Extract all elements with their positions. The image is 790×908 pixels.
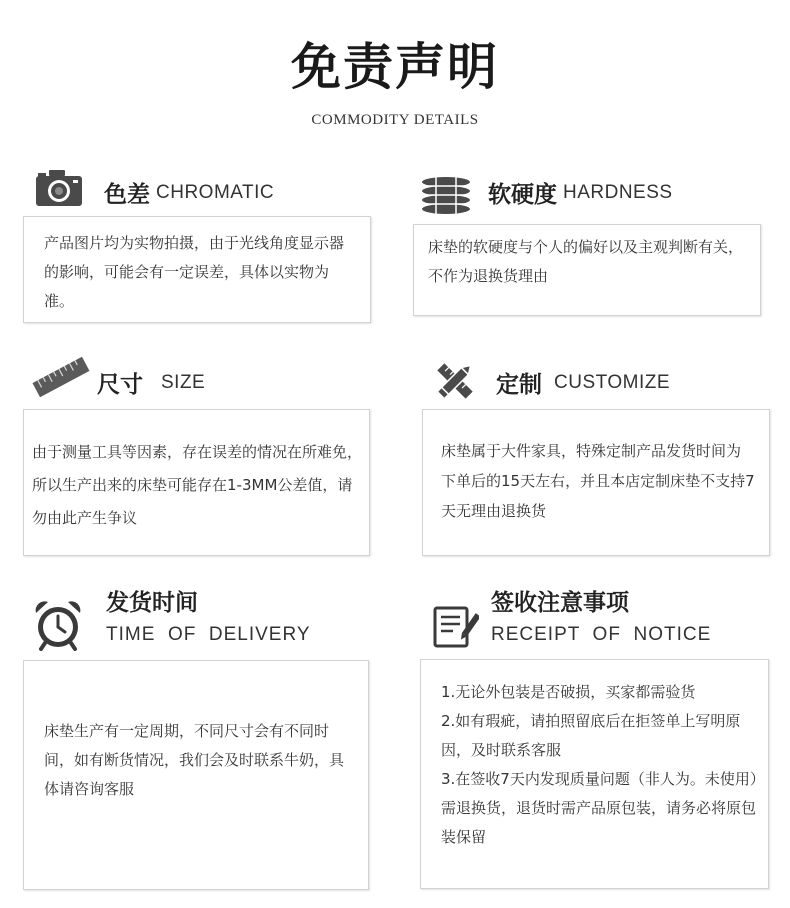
chromatic-title (104, 176, 274, 209)
customize-text: 床垫属于大件家具，特殊定制产品发货时间为下单后的15天左右，并且本店定制床垫不支持7天无理由退换货 (441, 442, 755, 520)
delivery-title-zh: 发货时间 (106, 590, 198, 616)
customize-title-zh: 定制 (496, 372, 542, 398)
hardness-title-zh: 软硬度 (488, 182, 557, 208)
receipt-item-2: 2.如有瑕疵，请拍照留底后在拒签单上写明原因，及时联系客服 (441, 712, 741, 759)
ruler-icon (32, 354, 90, 400)
chromatic-title-en: CHROMATIC (156, 181, 275, 203)
hardness-box (413, 224, 761, 316)
hardness-title (488, 176, 673, 209)
receipt-item-3: 3.在签收7天内发现质量问题（非人为。未使用）需退换货，退货时需产品原包装，请务必将原包装保留 (441, 770, 758, 846)
receipt-title-zh: 签收注意事项 (491, 590, 629, 616)
size-title-en: SIZE (161, 371, 206, 393)
receipt-box (420, 659, 769, 889)
size-title (97, 366, 205, 399)
chromatic-title-zh: 色差 (104, 182, 150, 208)
size-title-zh: 尺寸 (97, 372, 143, 398)
receipt-title (491, 588, 711, 650)
chromatic-text: 产品图片均为实物拍摄，由于光线角度显示器的影响，可能会有一定误差，具体以实物为准。 (44, 234, 345, 310)
chromatic-box (23, 216, 371, 323)
customize-box (422, 409, 770, 556)
page-title: 免责声明 (291, 38, 499, 96)
delivery-text: 床垫生产有一定周期，不同尺寸会有不同时间，如有断货情况，我们会及时联系牛奶，具体请咨询客服 (44, 722, 345, 798)
page-subtitle: COMMODITY DETAILS (311, 112, 479, 128)
size-text: 由于测量工具等因素，存在误差的情况在所难免，所以生产出来的床垫可能存在1-3MM公差值，请勿由此产生争议 (32, 443, 363, 527)
delivery-title-en: TIME OF DELIVERY (106, 624, 311, 645)
customize-title (496, 366, 670, 399)
notepad-icon (433, 604, 479, 648)
receipt-item-1: 1.无论外包装是否破损，买家都需验货 (441, 683, 696, 701)
pencil-ruler-icon (434, 360, 476, 402)
delivery-title (106, 588, 311, 650)
receipt-title-en: RECEIPT OF NOTICE (491, 624, 712, 645)
customize-title-en: CUSTOMIZE (554, 371, 671, 393)
size-box (23, 409, 370, 556)
spring-coil-icon (420, 176, 472, 218)
alarm-clock-icon (32, 599, 84, 651)
camera-icon (35, 168, 83, 208)
hardness-text: 床垫的软硬度与个人的偏好以及主观判断有关，不作为退换货理由 (428, 238, 744, 285)
delivery-box (23, 660, 369, 890)
hardness-title-en: HARDNESS (563, 181, 673, 203)
